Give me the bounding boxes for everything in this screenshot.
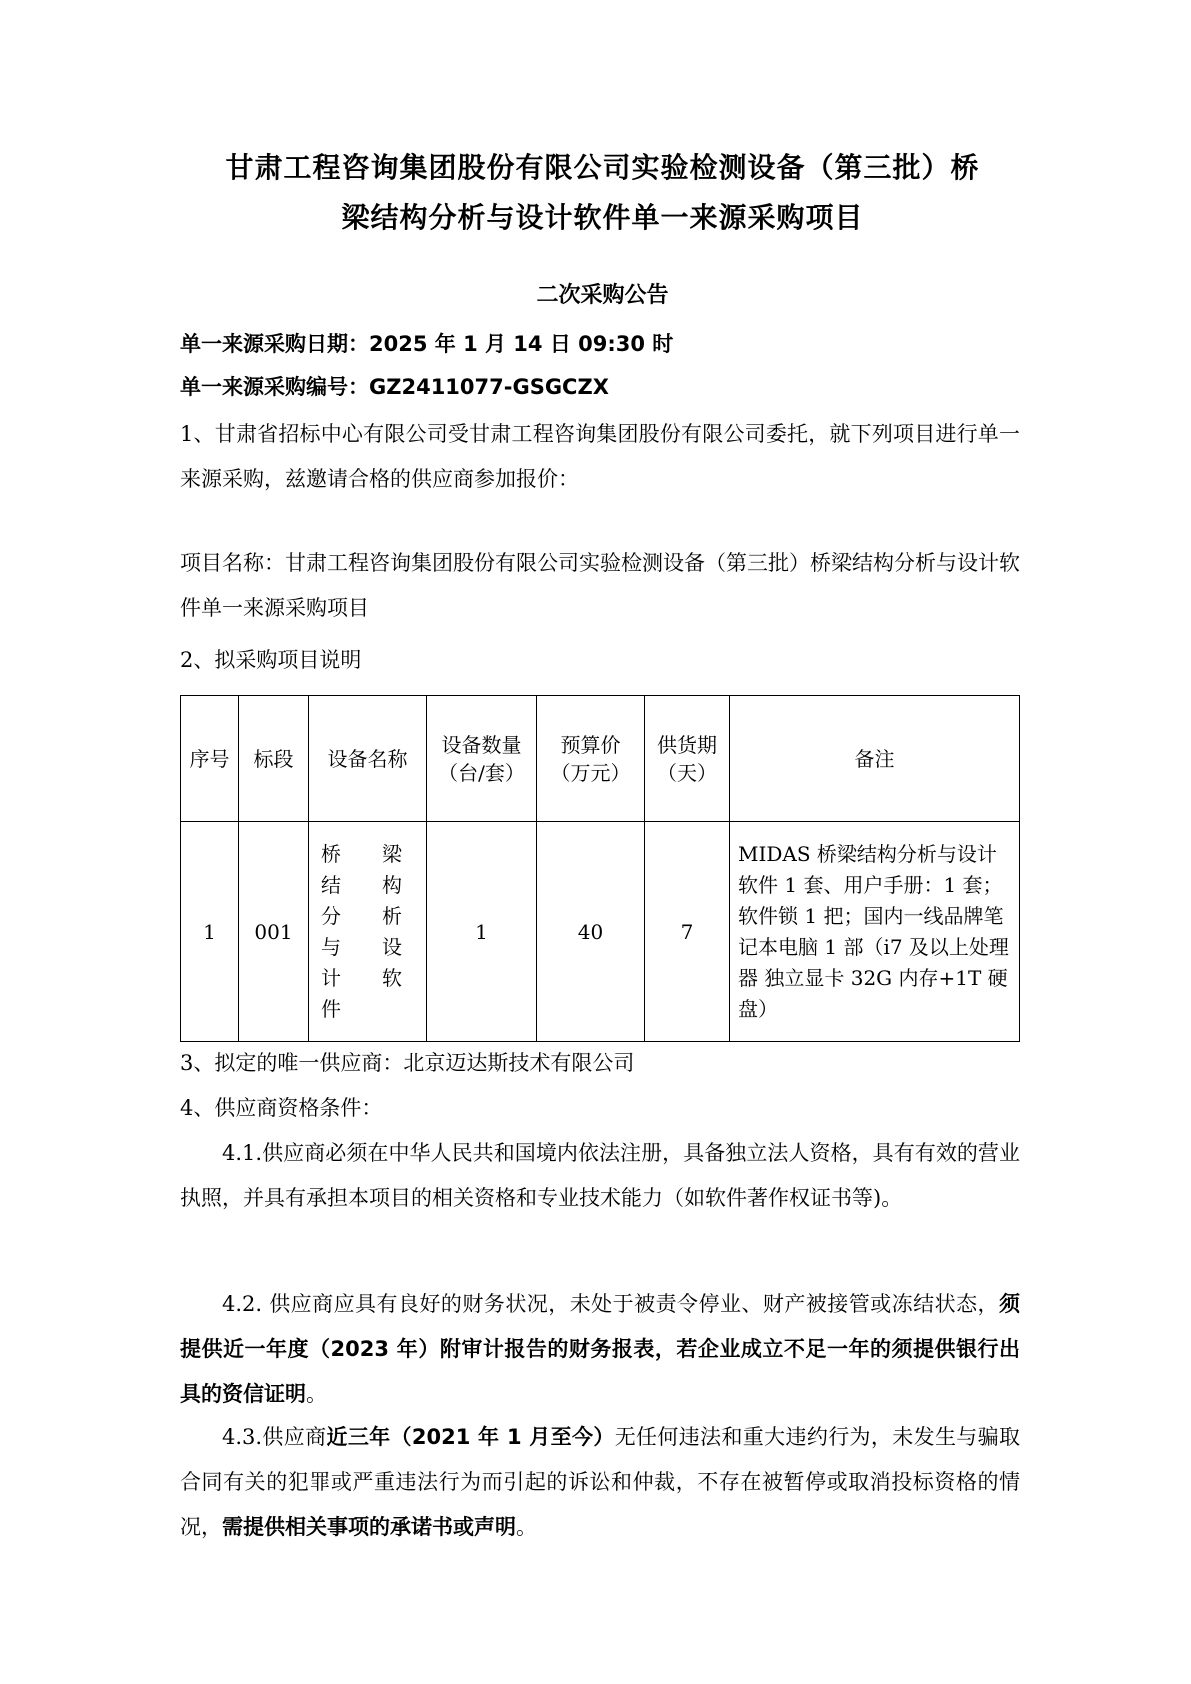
procurement-date-label: 单一来源采购日期：	[180, 332, 369, 356]
cell-no: 1	[181, 822, 239, 1042]
section-4-item-3	[180, 1415, 1020, 1550]
table-row	[181, 822, 1020, 1042]
procurement-code-value: GZ2411077-GSGCZX	[369, 375, 609, 399]
procurement-date-value: 2025 年 1 月 14 日 09:30 时	[369, 332, 674, 356]
item-3-end: 。	[516, 1515, 537, 1539]
document-title	[180, 143, 1025, 243]
title-line-2: 梁结构分析与设计软件单一来源采购项目	[341, 201, 864, 234]
cell-quantity: 1	[427, 822, 537, 1042]
item-2-bold-requirement: 须提供近一年度（2023 年）附审计报告的财务报表，若企业成立不足一年的须提供银行出具的资信证明	[180, 1292, 1020, 1406]
procurement-table	[180, 695, 1020, 1042]
header-lot: 标段	[239, 696, 309, 822]
item-3-text-start: 4.3.供应商	[222, 1425, 327, 1449]
section-3-supplier: 3、拟定的唯一供应商：北京迈达斯技术有限公司	[180, 1051, 635, 1075]
header-budget: 预算价（万元）	[537, 696, 645, 822]
title-line-1: 甘肃工程咨询集团股份有限公司实验检测设备（第三批）桥	[225, 151, 980, 184]
item-3-text-middle: 无任何违法和重大违约行为，未发生与骗取合同有关的犯罪或严重违法行为而引起的诉讼和仲裁，不存在被暂停或取消投标资格的情况，	[180, 1425, 1020, 1539]
item-2-end: 。	[306, 1382, 327, 1406]
header-equipment-name: 设备名称	[309, 696, 427, 822]
section-4-item-2	[180, 1282, 1020, 1417]
procurement-code	[180, 370, 1020, 404]
cell-equipment-name: 桥梁结构分析与设计软件	[309, 822, 427, 1042]
procurement-code-label: 单一来源采购编号：	[180, 375, 369, 399]
cell-lot: 001	[239, 822, 309, 1042]
document-subtitle: 二次采购公告	[536, 283, 669, 308]
section-4-heading: 4、供应商资格条件：	[180, 1096, 383, 1120]
procurement-date	[180, 327, 1020, 361]
section-2-heading: 2、拟采购项目说明	[180, 648, 362, 672]
section-4-item-1: 4.1.供应商必须在中华人民共和国境内依法注册，具备独立法人资格，具有有效的营业执照，并具有承担本项目的相关资格和专业技术能力（如软件著作权证书等)。	[180, 1141, 1020, 1210]
header-no: 序号	[181, 696, 239, 822]
header-delivery: 供货期（天）	[645, 696, 730, 822]
item-2-text: 4.2. 供应商应具有良好的财务状况，未处于被责令停业、财产被接管或冻结状态，	[222, 1292, 999, 1316]
header-quantity: 设备数量（台/套）	[427, 696, 537, 822]
table-header-row	[181, 696, 1020, 822]
section-1-text: 1、甘肃省招标中心有限公司受甘肃工程咨询集团股份有限公司委托，就下列项目进行单一来源采购，兹邀请合格的供应商参加报价：	[180, 422, 1020, 491]
cell-budget: 40	[537, 822, 645, 1042]
item-3-bold-requirement: 需提供相关事项的承诺书或声明	[222, 1515, 516, 1539]
project-name: 项目名称：甘肃工程咨询集团股份有限公司实验检测设备（第三批）桥梁结构分析与设计软件单一来源采购项目	[180, 551, 1020, 620]
cell-delivery: 7	[645, 822, 730, 1042]
cell-remark: MIDAS 桥梁结构分析与设计软件 1 套、用户手册：1 套；软件锁 1 把；国内一线品牌笔记本电脑 1 部（i7 及以上处理器 独立显卡 32G 内存+1T 硬盘）	[730, 822, 1020, 1042]
header-remark: 备注	[730, 696, 1020, 822]
item-3-bold-period: 近三年（2021 年 1 月至今）	[326, 1425, 615, 1449]
